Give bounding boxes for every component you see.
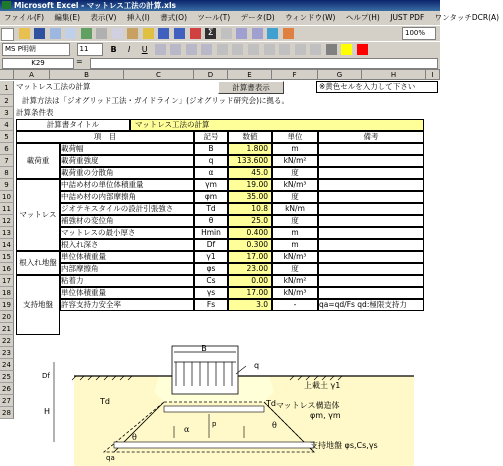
fill-color-icon[interactable] (341, 44, 352, 55)
param-unit: 度 (272, 167, 318, 179)
param-symbol: q (194, 155, 228, 167)
param-symbol: α (194, 167, 228, 179)
underline-icon[interactable]: U (141, 45, 148, 54)
row-header-10[interactable]: 10 (0, 191, 14, 203)
dim-b-label: B (201, 344, 207, 353)
param-name: 単位体積重量 (60, 251, 194, 263)
sheet-title: マットレス工法の計算 (16, 82, 91, 91)
p-label: p (212, 420, 217, 428)
param-value-input[interactable]: 0.400 (228, 227, 272, 239)
alpha-label: α (184, 425, 190, 434)
param-symbol: Df (194, 239, 228, 251)
decrease-indent-icon[interactable] (295, 44, 306, 55)
chart-wizard-icon[interactable] (267, 28, 278, 39)
group-load: 載荷重 (16, 143, 60, 179)
row-header-24[interactable]: 24 (0, 359, 14, 371)
zoom-select[interactable]: 100% (402, 27, 436, 40)
param-value-input[interactable]: 3.0 (228, 299, 272, 311)
formula-bar (0, 57, 440, 70)
param-name: ジオテキスタイルの設計引張強さ (60, 203, 194, 215)
currency-icon[interactable] (217, 44, 228, 55)
param-value-input[interactable]: 1.800 (228, 143, 272, 155)
row-header-7[interactable]: 7 (0, 155, 14, 167)
row-header-11[interactable]: 11 (0, 203, 14, 215)
param-remarks (318, 251, 424, 263)
param-unit: kN/m³ (272, 287, 318, 299)
hyperlink-icon[interactable] (190, 28, 201, 39)
menu-data[interactable]: データ(D) (240, 13, 275, 22)
conditions-label: 計算条件表 (16, 108, 54, 117)
bottom-reinforcement (114, 442, 314, 448)
param-remarks (318, 143, 424, 155)
cut-icon[interactable] (96, 28, 107, 39)
font-color-icon[interactable] (357, 44, 368, 55)
param-symbol: Hmin (194, 227, 228, 239)
preview-icon[interactable] (65, 28, 76, 39)
row-header-20[interactable]: 20 (0, 311, 14, 323)
format-painter-icon[interactable] (143, 28, 154, 39)
param-remarks (318, 287, 424, 299)
borders-icon[interactable] (326, 44, 337, 55)
param-value-input[interactable]: 35.00 (228, 191, 272, 203)
param-unit: kN/m³ (272, 251, 318, 263)
param-remarks (318, 263, 424, 275)
param-symbol: γs (194, 287, 228, 299)
undo-icon[interactable] (158, 28, 169, 39)
decrease-decimal-icon[interactable] (279, 44, 290, 55)
row-header-8[interactable]: 8 (0, 167, 14, 179)
param-remarks (318, 239, 424, 251)
param-unit: m (272, 143, 318, 155)
group-embed: 根入れ地盤 (16, 251, 60, 275)
mattress-label: マットレス構造体 (276, 401, 340, 410)
param-value-input[interactable]: 25.0 (228, 215, 272, 227)
param-name: 許容支持力安全率 (60, 299, 194, 311)
excel-icon (2, 1, 11, 9)
menu-file[interactable]: ファイル(F) (4, 13, 45, 22)
param-name: 載荷幅 (60, 143, 194, 155)
param-remarks (318, 155, 424, 167)
col-header-b[interactable]: B (50, 70, 124, 80)
param-unit: kN/m (272, 203, 318, 215)
header-item: 項 目 (16, 131, 194, 143)
param-value-input[interactable]: 0.300 (228, 239, 272, 251)
merge-center-icon[interactable] (201, 44, 212, 55)
row-header-5[interactable]: 5 (0, 131, 14, 143)
param-remarks (318, 203, 424, 215)
fx-icon[interactable]: = (76, 57, 83, 66)
formula-input[interactable] (90, 58, 438, 69)
formatting-toolbar (0, 41, 440, 58)
row-header-1[interactable]: 1 (0, 81, 14, 95)
param-name: 中詰め材の単位体積重量 (60, 179, 194, 191)
autosum-icon[interactable]: Σ (205, 28, 216, 39)
spelling-icon[interactable] (81, 28, 92, 39)
spreadsheet-grid (0, 70, 440, 466)
param-value-input[interactable]: 133.600 (228, 155, 272, 167)
increase-decimal-icon[interactable] (264, 44, 275, 55)
menu-justpdf[interactable]: JUST PDF (390, 13, 425, 22)
calc-report-button[interactable]: 計算書表示 (218, 81, 284, 94)
param-value-input[interactable]: 17.00 (228, 251, 272, 263)
sort-asc-icon[interactable] (236, 28, 247, 39)
font-size-select[interactable]: 11 (77, 43, 103, 56)
menu-insert[interactable]: 挿入(I) (126, 13, 150, 22)
row-header-2[interactable]: 2 (0, 95, 14, 107)
row-header-16[interactable]: 16 (0, 263, 14, 275)
menu-onetouch[interactable]: ワンタッチDCR(A) (434, 13, 500, 22)
col-header-d[interactable]: D (194, 70, 228, 80)
top-reinforcement (164, 406, 264, 412)
open-icon[interactable] (19, 28, 30, 39)
param-name: 内部摩擦角 (60, 263, 194, 275)
row-header-25[interactable]: 25 (0, 371, 14, 383)
param-remarks (318, 227, 424, 239)
param-name: 載荷重強度 (60, 155, 194, 167)
param-unit: m (272, 227, 318, 239)
header-remarks: 備考 (318, 131, 424, 143)
row-header-22[interactable]: 22 (0, 335, 14, 347)
param-remarks (318, 191, 424, 203)
save-icon[interactable] (34, 28, 45, 39)
redo-icon[interactable] (174, 28, 185, 39)
param-symbol: φs (194, 263, 228, 275)
theta-label-right: θ (272, 421, 277, 430)
comma-icon[interactable] (248, 44, 259, 55)
param-remarks (318, 275, 424, 287)
italic-icon[interactable]: I (127, 45, 131, 54)
param-name: 単位体積重量 (60, 287, 194, 299)
param-unit: m (272, 239, 318, 251)
align-center-icon[interactable] (170, 44, 181, 55)
row-header-28[interactable]: 28 (0, 407, 14, 419)
mattress-diagram (14, 342, 440, 466)
td-label-right: Td (266, 399, 276, 408)
param-value-input[interactable]: 19.00 (228, 179, 272, 191)
paste-icon[interactable] (127, 28, 138, 39)
param-unit: - (272, 299, 318, 311)
calc-title-label: 計算書タイトル (16, 119, 130, 131)
menu-format[interactable]: 書式(O) (160, 13, 188, 22)
param-symbol: Cs (194, 275, 228, 287)
menu-help[interactable]: ヘルプ(H) (345, 13, 380, 22)
td-label-left: Td (100, 397, 110, 406)
theta-label-left: θ (132, 433, 137, 442)
param-unit: 度 (272, 191, 318, 203)
row-header-27[interactable]: 27 (0, 395, 14, 407)
upper-soil-label: 上載土 γ1 (304, 381, 341, 390)
col-header-a[interactable]: A (14, 70, 50, 80)
method-note: 計算方法は「ジオグリッド工法・ガイドライン」(ジオグリッド研究会)に拠る。 (22, 96, 289, 105)
calc-title-input[interactable]: マットレス工法の計算 (130, 119, 424, 131)
row-header-12[interactable]: 12 (0, 215, 14, 227)
mattress-props-label: φm, γm (310, 411, 341, 420)
row-header-23[interactable]: 23 (0, 347, 14, 359)
row-header-18[interactable]: 18 (0, 287, 14, 299)
align-left-icon[interactable] (155, 44, 166, 55)
increase-indent-icon[interactable] (310, 44, 321, 55)
param-name: 中詰め材の内部摩擦角 (60, 191, 194, 203)
group-mattress: マットレス (16, 179, 60, 251)
name-box[interactable]: K29 (2, 58, 74, 69)
param-value-input[interactable]: 45.0 (228, 167, 272, 179)
new-icon[interactable] (1, 28, 14, 41)
header-symbol: 記号 (194, 131, 228, 143)
param-name: マットレスの最小厚さ (60, 227, 194, 239)
row-header-17[interactable]: 17 (0, 275, 14, 287)
param-symbol: B (194, 143, 228, 155)
header-value: 数値 (228, 131, 272, 143)
row-header-21[interactable]: 21 (0, 323, 14, 335)
window-title-bar (0, 0, 440, 11)
bold-icon[interactable]: B (110, 45, 117, 54)
font-name-select[interactable]: MS P明朝 (2, 43, 70, 56)
sort-desc-icon[interactable] (252, 28, 263, 39)
col-header-g[interactable]: G (318, 70, 362, 80)
h-label: H (44, 407, 51, 416)
header-unit: 単位 (272, 131, 318, 143)
function-icon[interactable] (221, 28, 232, 39)
row-header-9[interactable]: 9 (0, 179, 14, 191)
param-symbol: Td (194, 203, 228, 215)
param-value-input[interactable]: 23.00 (228, 263, 272, 275)
print-icon[interactable] (50, 28, 61, 39)
copy-icon[interactable] (112, 28, 123, 39)
group-support: 支持地盤 (16, 275, 60, 335)
row-header-19[interactable]: 19 (0, 299, 14, 311)
menu-bar (0, 11, 500, 25)
menu-window[interactable]: ウィンドウ(W) (285, 13, 336, 22)
param-unit: kN/m² (272, 275, 318, 287)
param-unit: kN/m³ (272, 179, 318, 191)
param-symbol: γm (194, 179, 228, 191)
param-value-input[interactable]: 10.8 (228, 203, 272, 215)
q-label: q (254, 361, 260, 370)
menu-edit[interactable]: 編集(E) (54, 13, 81, 22)
menu-view[interactable]: 表示(V) (90, 13, 117, 22)
percent-icon[interactable] (232, 44, 243, 55)
col-header-e[interactable]: E (228, 70, 272, 80)
col-header-h[interactable]: H (362, 70, 426, 80)
align-right-icon[interactable] (186, 44, 197, 55)
param-symbol: φm (194, 191, 228, 203)
param-name: 粘着力 (60, 275, 194, 287)
menu-tools[interactable]: ツール(T) (197, 13, 231, 22)
col-header-i[interactable]: I (426, 70, 440, 80)
row-header-6[interactable]: 6 (0, 143, 14, 155)
drawing-icon[interactable] (283, 28, 294, 39)
footing (172, 346, 238, 394)
qa-label: qa (106, 454, 115, 462)
col-header-c[interactable]: C (124, 70, 194, 80)
standard-toolbar (0, 25, 440, 42)
param-unit: 度 (272, 263, 318, 275)
select-all-corner[interactable] (0, 70, 14, 80)
row-header-26[interactable]: 26 (0, 383, 14, 395)
param-symbol: γ1 (194, 251, 228, 263)
param-unit: 度 (272, 215, 318, 227)
df-label: Df (42, 372, 50, 380)
row-header-4[interactable]: 4 (0, 119, 14, 131)
param-remarks (318, 179, 424, 191)
param-remarks (318, 215, 424, 227)
col-header-f[interactable]: F (272, 70, 318, 80)
row-header-15[interactable]: 15 (0, 251, 14, 263)
param-unit: kN/m² (272, 155, 318, 167)
param-remarks: qa=qd/Fs qd:極限支持力 (318, 299, 424, 311)
param-name: 載荷重の分散角 (60, 167, 194, 179)
row-header-3[interactable]: 3 (0, 107, 14, 119)
row-header-13[interactable]: 13 (0, 227, 14, 239)
param-name: 根入れ深さ (60, 239, 194, 251)
param-value-input[interactable]: 17.00 (228, 287, 272, 299)
param-name: 補強材の変位角 (60, 215, 194, 227)
support-label: 支持地盤 φs,Cs,γs (310, 441, 378, 450)
input-note: ※黄色セルを入力して下さい (316, 81, 438, 93)
window-title: Microsoft Excel - マットレス工法の計算.xls (14, 1, 177, 10)
param-symbol: θ (194, 215, 228, 227)
param-remarks (318, 167, 424, 179)
param-value-input[interactable]: 0.00 (228, 275, 272, 287)
row-header-14[interactable]: 14 (0, 239, 14, 251)
param-symbol: Fs (194, 299, 228, 311)
